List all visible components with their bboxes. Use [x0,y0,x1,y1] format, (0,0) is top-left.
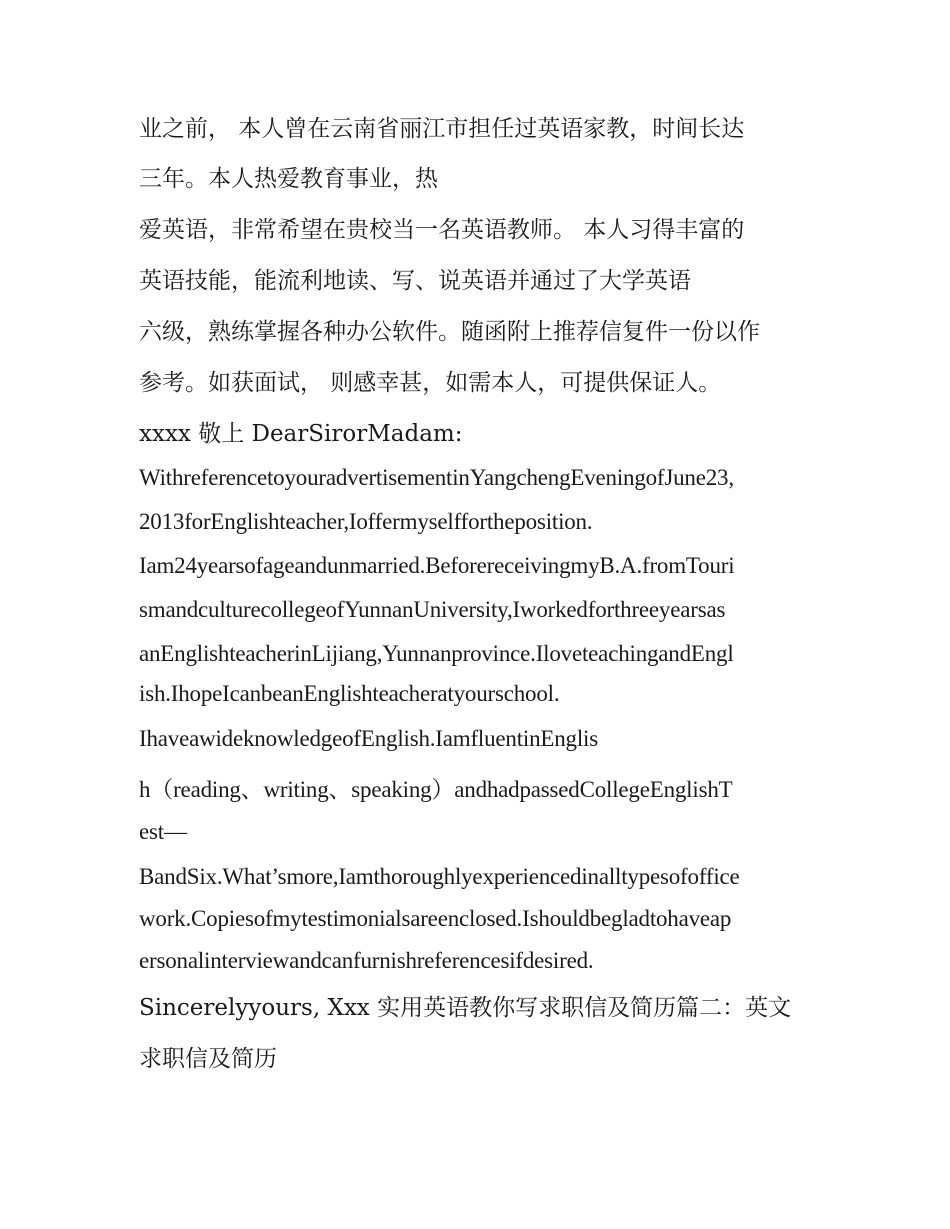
text-line: xxxx 敬上 DearSirorMadam: [139,421,463,447]
text-line: 三年。本人热爱教育事业，热 [139,166,438,192]
text-line: 英语技能，能流利地读、写、说英语并通过了大学英语 [139,268,691,294]
text-line: 参考。如获面试， 则感幸甚，如需本人，可提供保证人。 [139,370,722,396]
text-line: BandSix.What’smore,Iamthoroughlyexperiencedinalltypesofoffice [139,864,740,889]
text-line: 业之前， 本人曾在云南省丽江市担任过英语家教，时间长达 [139,116,745,142]
text-line: ersonalinterviewandcanfurnishreferencesifdesired. [139,948,594,973]
text-line: est— [139,819,187,844]
text-line: smandculturecollegeofYunnanUniversity,Iworkedforthreeyearsas [139,597,726,622]
text-line: 六级，熟练掌握各种办公软件。随函附上推荐信复件一份以作 [139,319,760,345]
text-line: ish.IhopeIcanbeanEnglishteacheratyourschool. [139,681,560,706]
text-line: IhaveawideknowledgeofEnglish.IamfluentinEnglis [139,726,598,751]
text-line: 求职信及简历 [139,1046,277,1072]
text-line: anEnglishteacherinLijiang,Yunnanprovince.IloveteachingandEngl [139,641,734,666]
text-line: Iam24yearsofageandunmarried.BeforereceivingmyB.A.fromTouri [139,553,735,578]
text-line: 2013forEnglishteacher,Ioffermyselffortheposition. [139,509,593,534]
text-line: Sincerelyyours, Xxx 实用英语教你写求职信及简历篇二：英文 [139,995,792,1021]
text-line: WithreferencetoyouradvertisementinYangchengEveningofJune23, [139,465,734,490]
text-line: work.Copiesofmytestimonialsareenclosed.Ishouldbegladtohaveap [139,906,732,931]
text-line: h（reading、writing、speaking）andhadpassedCollegeEnglishT [139,777,733,802]
text-line: 爱英语，非常希望在贵校当一名英语教师。 本人习得丰富的 [139,217,745,243]
